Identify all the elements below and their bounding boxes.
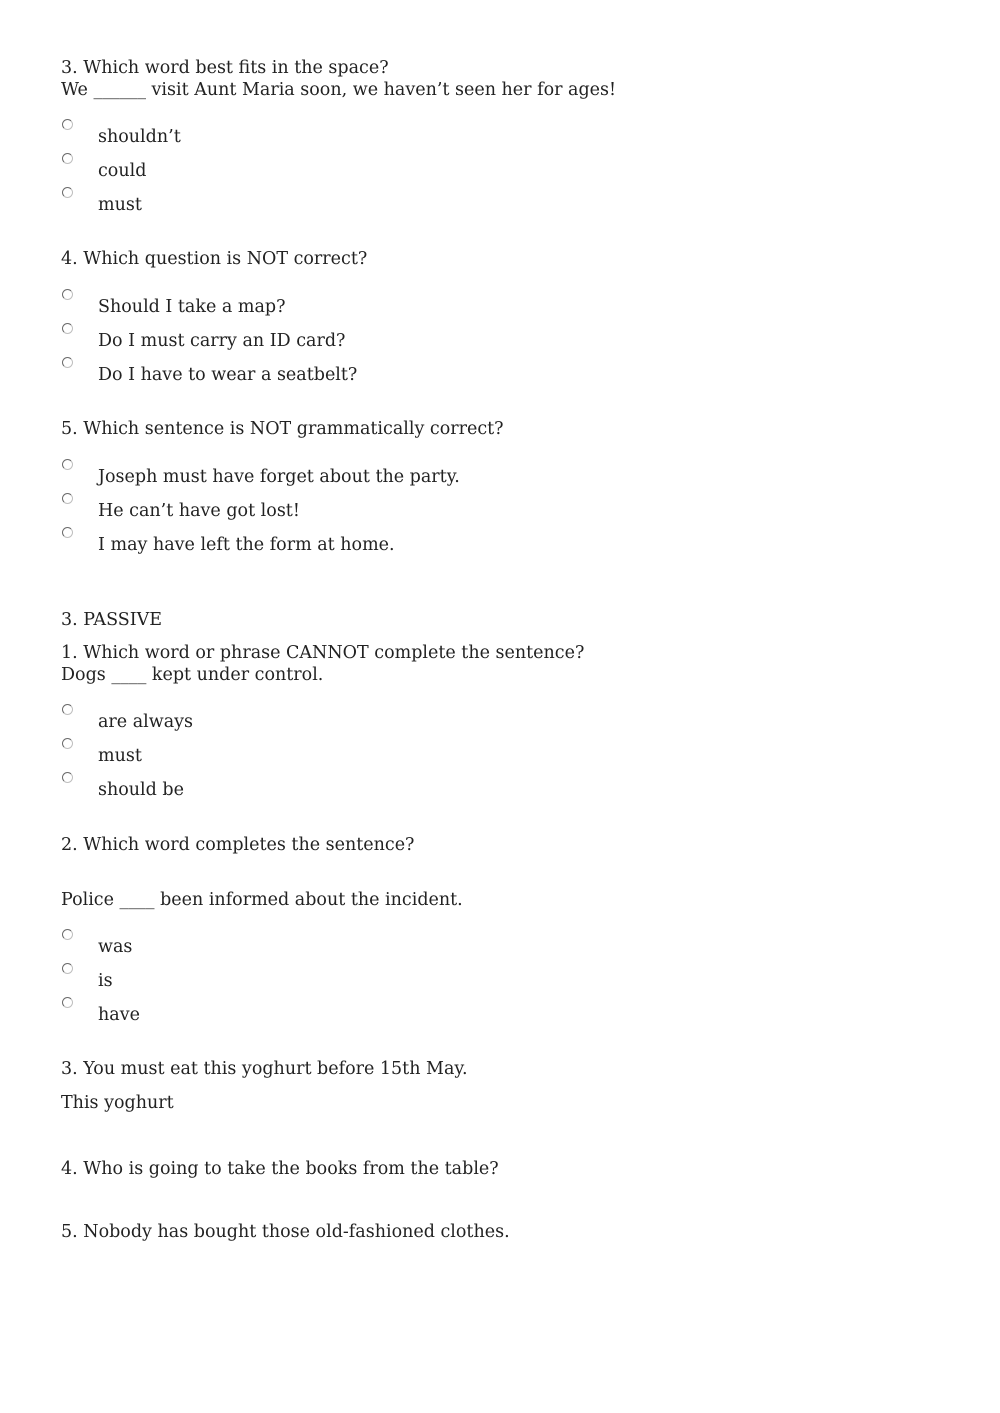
passive-question-2-prompt: 2. Which word completes the sentence?: [61, 835, 415, 855]
radio-button[interactable]: [62, 493, 73, 504]
radio-button[interactable]: [62, 459, 73, 470]
radio-button[interactable]: [62, 963, 73, 974]
passive-question-4-prompt: 4. Who is going to take the books from the table?: [61, 1159, 499, 1179]
option-label: must: [98, 746, 142, 766]
passive-question-2-option[interactable]: [62, 963, 662, 989]
option-label: He can’t have got lost!: [98, 501, 300, 521]
radio-button[interactable]: [62, 929, 73, 940]
passive-question-1-option[interactable]: [62, 704, 662, 730]
radio-button[interactable]: [62, 738, 73, 749]
question-5-prompt: 5. Which sentence is NOT grammatically correct?: [61, 419, 504, 439]
radio-button[interactable]: [62, 997, 73, 1008]
passive-question-2-option[interactable]: [62, 997, 662, 1023]
question-3-option[interactable]: [62, 187, 662, 213]
question-4-prompt: 4. Which question is NOT correct?: [61, 249, 368, 269]
radio-button[interactable]: [62, 357, 73, 368]
option-label: have: [98, 1005, 140, 1025]
question-4-option[interactable]: [62, 289, 662, 315]
question-3-option[interactable]: [62, 153, 662, 179]
radio-button[interactable]: [62, 289, 73, 300]
passive-question-2-sentence: Police ____ been informed about the incident.: [61, 890, 463, 910]
question-5-option[interactable]: [62, 527, 662, 553]
radio-button[interactable]: [62, 772, 73, 783]
option-label: Joseph must have forget about the party.: [98, 467, 460, 487]
option-label: is: [98, 971, 113, 991]
section-heading-passive: 3. PASSIVE: [61, 610, 163, 630]
question-3-prompt: 3. Which word best fits in the space?: [61, 58, 389, 78]
question-3-sentence: We ______ visit Aunt Maria soon, we haven’t seen her for ages!: [61, 80, 617, 100]
passive-question-1-option[interactable]: [62, 772, 662, 798]
radio-button[interactable]: [62, 704, 73, 715]
radio-button[interactable]: [62, 527, 73, 538]
passive-question-5-prompt: 5. Nobody has bought those old-fashioned clothes.: [61, 1222, 510, 1242]
option-label: was: [98, 937, 133, 957]
passive-question-3-answer-start: This yoghurt: [61, 1093, 174, 1113]
option-label: could: [98, 161, 147, 181]
passive-question-1-prompt: 1. Which word or phrase CANNOT complete the sentence?: [61, 643, 585, 663]
passive-question-1-option[interactable]: [62, 738, 662, 764]
question-5-option[interactable]: [62, 459, 662, 485]
option-label: are always: [98, 712, 194, 732]
option-label: should be: [98, 780, 184, 800]
passive-question-2-option[interactable]: [62, 929, 662, 955]
question-3-option[interactable]: [62, 119, 662, 145]
option-label: Do I have to wear a seatbelt?: [98, 365, 358, 385]
radio-button[interactable]: [62, 153, 73, 164]
radio-button[interactable]: [62, 187, 73, 198]
option-label: Should I take a map?: [98, 297, 286, 317]
option-label: Do I must carry an ID card?: [98, 331, 346, 351]
radio-button[interactable]: [62, 119, 73, 130]
radio-button[interactable]: [62, 323, 73, 334]
option-label: must: [98, 195, 142, 215]
question-5-option[interactable]: [62, 493, 662, 519]
question-4-option[interactable]: [62, 323, 662, 349]
passive-question-3-prompt: 3. You must eat this yoghurt before 15th May.: [61, 1059, 468, 1079]
option-label: I may have left the form at home.: [98, 535, 395, 555]
question-4-option[interactable]: [62, 357, 662, 383]
option-label: shouldn’t: [98, 127, 181, 147]
passive-question-1-sentence: Dogs ____ kept under control.: [61, 665, 324, 685]
